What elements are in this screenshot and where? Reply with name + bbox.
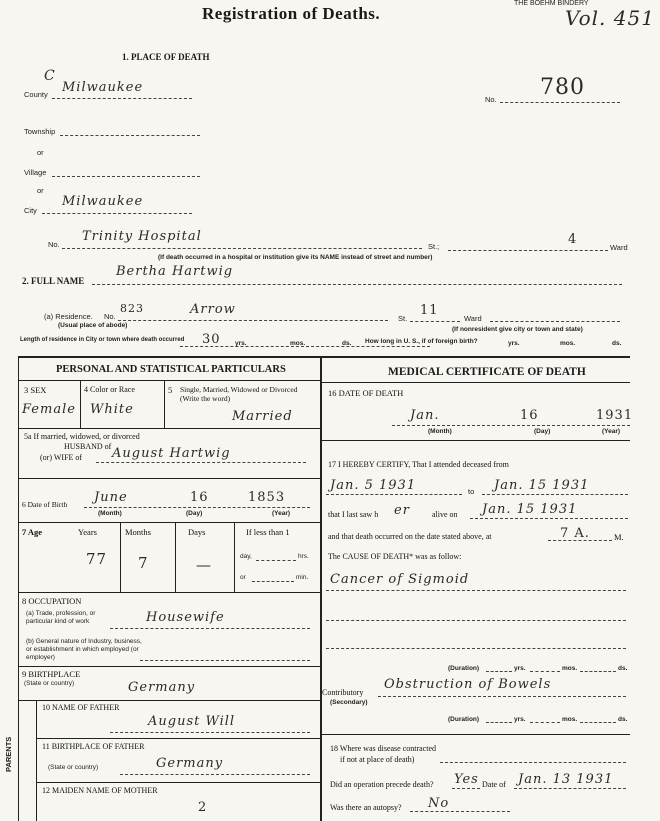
column-divider <box>320 358 322 821</box>
age-label: 7 Age <box>22 527 43 537</box>
residence-ward-trailing-line <box>490 321 620 322</box>
residence-label: (a) Residence. <box>44 312 93 321</box>
occurred-time: 7 A. <box>560 526 590 541</box>
full-name-label: 2. FULL NAME <box>22 276 85 286</box>
duration-yrs-line-2 <box>486 722 512 723</box>
contributory-value: Obstruction of Bowels <box>384 677 552 692</box>
marital-label: Single, Married, Widowed or Divorced (Write the word) <box>180 385 298 403</box>
row-rule-1 <box>18 428 320 429</box>
last-saw-pre: that I last saw h <box>328 510 379 519</box>
min-line <box>252 581 294 582</box>
duration-ds-line-2 <box>580 722 616 723</box>
operation-value: Yes <box>454 772 479 787</box>
autopsy-value: No <box>428 796 450 811</box>
father-birthplace-label: 11 BIRTHPLACE OF FATHER <box>42 742 145 751</box>
medical-rule-2 <box>322 734 630 735</box>
occurred-label: and that death occurred on the date stated above, at <box>328 532 492 541</box>
us-residence-label: How long in U. S., if of foreign birth? <box>365 338 478 345</box>
personal-heading-rule <box>18 380 320 381</box>
village-label: Village <box>24 168 47 177</box>
county-line <box>52 98 192 99</box>
duration-mos-2: mos. <box>562 716 578 723</box>
residence-no-label: No. <box>104 312 116 321</box>
dod-year: 1931 <box>596 408 634 423</box>
personal-heading: PERSONAL AND STATISTICAL PARTICULARS <box>56 364 286 375</box>
row-rule-5 <box>18 666 320 667</box>
trade-line <box>110 628 310 629</box>
duration-ds-line <box>580 671 616 672</box>
medical-heading: MEDICAL CERTIFICATE OF DEATH <box>388 366 586 378</box>
months-label: Months <box>125 527 151 537</box>
industry-line <box>140 660 310 661</box>
operation-date-label: Date of <box>482 780 506 789</box>
attend-to-line <box>482 494 628 495</box>
contracted-sub: if not at place of death) <box>340 755 415 764</box>
age-years: 77 <box>86 550 108 568</box>
dod-day: 16 <box>520 408 539 423</box>
county-value: Milwaukee <box>62 80 144 95</box>
hospital-line <box>62 248 422 249</box>
dob-day: 16 <box>190 490 209 505</box>
last-saw-date: Jan. 15 1931 <box>482 502 578 517</box>
row-rule-2 <box>18 478 320 479</box>
us-yrs: yrs. <box>508 340 520 347</box>
spouse-label-1: 5a If married, widowed, or divorced <box>24 432 140 441</box>
hrs-label: hrs. <box>298 553 309 560</box>
father-value: August Will <box>148 714 236 729</box>
dod-line <box>392 425 630 426</box>
bindery-label: THE BOEHM BINDERY <box>514 0 589 7</box>
city-value: Milwaukee <box>62 194 144 209</box>
operation-label: Did an operation precede death? <box>330 780 434 789</box>
to-label: to <box>468 487 475 496</box>
residence-st-label: St. <box>398 314 408 323</box>
hospital-no-label: No. <box>48 240 60 249</box>
last-saw-value: er <box>394 503 410 518</box>
day-label: day, <box>240 553 252 560</box>
attend-from-line <box>326 494 462 495</box>
age-days: — <box>196 556 212 574</box>
cause-line-2 <box>326 620 626 621</box>
hospital-note: (If death occurred in a hospital or institution give its NAME instead of street and number) <box>158 254 433 261</box>
color-label: 4 Color or Race <box>84 385 135 394</box>
sex-divider <box>80 380 81 428</box>
birthplace-label: 9 BIRTHPLACE <box>22 669 81 679</box>
trade-label: (a) Trade, profession, or particular kind of work <box>26 610 96 625</box>
section-divider <box>18 356 630 358</box>
duration-ds: ds. <box>618 665 628 672</box>
length-yrs: yrs. <box>235 340 247 347</box>
residence-ward-label: Ward <box>464 314 482 323</box>
dob-year: 1853 <box>248 490 286 505</box>
marital-value: Married <box>232 409 293 424</box>
dod-label: 16 DATE OF DEATH <box>328 388 404 398</box>
occupation-label: 8 OCCUPATION <box>22 596 82 606</box>
nonresident-note: (If nonresident give city or town and state) <box>452 326 583 333</box>
operation-date: Jan. 13 1931 <box>518 772 614 787</box>
full-name-line <box>92 284 622 285</box>
us-ds: ds. <box>612 340 622 347</box>
father-label: 10 NAME OF FATHER <box>42 703 120 712</box>
spouse-label-2: HUSBAND of <box>64 442 112 451</box>
contributory-line <box>378 696 626 697</box>
sex-value: Female <box>22 402 76 417</box>
dod-month-label: (Month) <box>428 428 452 435</box>
county-mark: C <box>44 68 56 84</box>
days-label: Days <box>188 527 206 537</box>
color-divider <box>164 380 165 428</box>
min-label: min. <box>296 574 309 581</box>
row-rule-8 <box>36 782 320 783</box>
residence-street: Arrow <box>190 302 236 317</box>
volume-number: Vol. 451 <box>565 6 655 30</box>
father-birthplace-line <box>120 774 310 775</box>
sex-label: 3 SEX <box>24 385 47 395</box>
cause-value: Cancer of Sigmoid <box>330 572 470 587</box>
contributory-label: Contributory <box>322 688 364 697</box>
usual-abode-note: (Usual place of abode) <box>58 322 128 329</box>
or-1: or <box>37 148 44 157</box>
dod-day-label: (Day) <box>534 428 551 435</box>
occurred-m: M. <box>614 532 624 542</box>
marital-num: 5 <box>168 385 173 395</box>
row-rule-7 <box>36 738 320 739</box>
dod-month: Jan. <box>410 408 440 423</box>
last-saw-post: alive on <box>432 510 458 519</box>
form-title: Registration of Deaths. <box>202 4 381 23</box>
operation-date-line <box>514 788 626 789</box>
birthplace-sub: (State or country) <box>24 680 75 687</box>
dod-year-label: (Year) <box>602 428 621 435</box>
duration-mos-line <box>530 671 560 672</box>
spouse-value: August Hartwig <box>112 446 231 461</box>
or-2: or <box>37 186 44 195</box>
city-label: City <box>24 206 37 215</box>
spouse-line <box>96 462 306 463</box>
autopsy-line <box>410 811 510 812</box>
residence-number: 823 <box>120 302 144 315</box>
contracted-label: 18 Where was disease contracted <box>330 744 437 753</box>
township-line <box>60 135 200 136</box>
county-label: County <box>24 90 48 99</box>
duration-label: (Duration) <box>448 665 480 672</box>
trade-value: Housewife <box>146 610 225 625</box>
father-line <box>110 732 310 733</box>
number-label: No. <box>485 95 497 104</box>
attend-to: Jan. 15 1931 <box>494 478 590 493</box>
hospital-value: Trinity Hospital <box>82 229 202 244</box>
ward-line <box>448 250 608 251</box>
length-of-residence-label: Length of residence in City or town where death occurred <box>20 337 185 343</box>
duration-mos: mos. <box>562 665 578 672</box>
cause-line-1 <box>326 590 626 591</box>
mother-value: 2 <box>198 800 208 815</box>
last-saw-line <box>470 518 628 519</box>
medical-heading-rule <box>322 382 630 383</box>
age-divider-3 <box>234 522 235 592</box>
number-line <box>500 102 620 103</box>
contracted-line <box>440 762 626 763</box>
father-birthplace-value: Germany <box>156 756 224 771</box>
ward-value: 4 <box>568 232 578 247</box>
parents-column-rule <box>36 700 37 821</box>
duration-yrs-2: yrs. <box>514 716 526 723</box>
spouse-label-3: (or) WIFE of <box>40 453 83 462</box>
age-divider-2 <box>175 522 176 592</box>
row-rule-4 <box>18 592 320 593</box>
birthplace-value: Germany <box>128 680 196 695</box>
hospital-st-label: St.; <box>428 242 440 251</box>
length-ds: ds. <box>342 340 352 347</box>
attend-from: Jan. 5 1931 <box>330 478 417 493</box>
dob-line <box>84 507 310 508</box>
township-label: Township <box>24 127 56 136</box>
parents-label: PARENTS <box>4 736 13 772</box>
hrs-line <box>256 560 296 561</box>
row-rule-3 <box>18 522 320 523</box>
medical-rule-1 <box>322 440 630 441</box>
mother-label: 12 MAIDEN NAME OF MOTHER <box>42 786 158 795</box>
residence-ward-line <box>410 321 460 322</box>
industry-label: (b) General nature of Industry, business, or establishment in which employed (or employer) <box>26 638 142 661</box>
certify-label: 17 I HEREBY CERTIFY, That I attended deceased from <box>328 460 509 469</box>
duration-yrs-line <box>486 671 512 672</box>
length-years: 30 <box>202 332 221 347</box>
or-label: or <box>240 574 246 581</box>
dob-year-label: (Year) <box>272 510 291 517</box>
father-birthplace-sub: (State or country) <box>48 764 99 771</box>
us-mos: mos. <box>560 340 576 347</box>
ward-label: Ward <box>610 243 628 252</box>
registry-number: 780 <box>540 75 585 100</box>
dob-month-label: (Month) <box>98 510 122 517</box>
dob-month: June <box>94 490 128 505</box>
less-than-label: If less than 1 <box>246 527 290 537</box>
duration-mos-line-2 <box>530 722 560 723</box>
village-line <box>52 176 200 177</box>
age-divider-1 <box>120 522 121 592</box>
operation-line <box>452 788 480 789</box>
age-months: 7 <box>138 554 149 572</box>
place-of-death-heading: 1. PLACE OF DEATH <box>122 52 210 62</box>
duration-yrs: yrs. <box>514 665 526 672</box>
row-rule-6 <box>18 700 320 701</box>
duration-ds-2: ds. <box>618 716 628 723</box>
dob-label: 6 Date of Birth <box>22 500 68 509</box>
duration-label-2: (Duration) <box>448 716 480 723</box>
color-value: White <box>90 402 134 417</box>
secondary-label: (Secondary) <box>330 699 368 706</box>
cause-line-3 <box>326 648 626 649</box>
years-label: Years <box>78 527 97 537</box>
cause-label: The CAUSE OF DEATH* was as follow: <box>328 552 462 561</box>
length-mos: mos. <box>290 340 306 347</box>
autopsy-label: Was there an autopsy? <box>330 803 402 812</box>
residence-line <box>118 320 388 321</box>
city-line <box>42 213 192 214</box>
residence-ward-value: 11 <box>420 303 439 318</box>
full-name-value: Bertha Hartwig <box>116 264 234 279</box>
dob-day-label: (Day) <box>186 510 203 517</box>
